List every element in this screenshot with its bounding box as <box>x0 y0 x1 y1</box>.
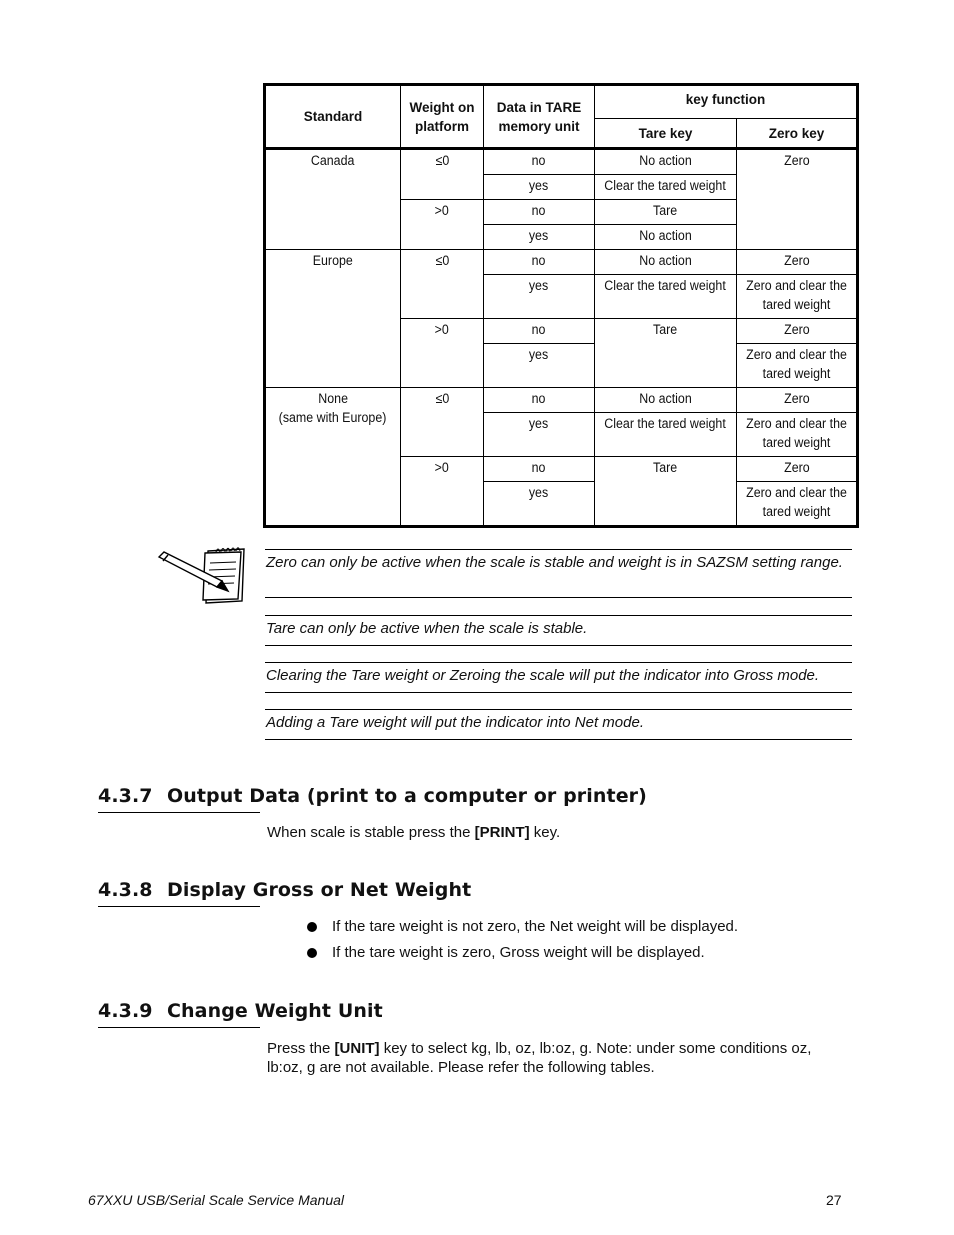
key-function-table <box>263 83 859 528</box>
section-underline <box>98 812 260 813</box>
zero-key-cell: Zero and clear the tared weight <box>737 344 858 388</box>
bullet-icon <box>307 922 317 932</box>
weight-cell: ≤0 <box>401 250 484 319</box>
section-heading-4-3-9 <box>98 1000 383 1022</box>
table-row <box>265 149 858 175</box>
bullet-icon <box>307 948 317 958</box>
memory-cell: yes <box>484 225 595 250</box>
tare-key-cell: Clear the tared weight <box>595 175 737 200</box>
list-item: If the tare weight is zero, Gross weight will be displayed. <box>306 943 738 969</box>
list-item: If the tare weight is not zero, the Net weight will be displayed. <box>306 917 738 943</box>
memory-cell: yes <box>484 413 595 457</box>
memory-cell: yes <box>484 344 595 388</box>
header-tare-key: Tare key <box>595 119 737 149</box>
table-row <box>265 388 858 413</box>
section-number: 4.3.7 <box>98 785 153 807</box>
zero-key-cell: Zero and clear the tared weight <box>737 413 858 457</box>
footer-manual-title: 67XXU USB/Serial Scale Service Manual <box>88 1192 345 1208</box>
header-standard: Standard <box>265 85 401 149</box>
section-underline <box>98 1027 260 1028</box>
section-number: 4.3.9 <box>98 1000 153 1022</box>
memory-cell: yes <box>484 275 595 319</box>
note-zero: Zero can only be active when the scale is stable and weight is in SAZSM setting range. <box>265 549 852 598</box>
zero-key-cell: Zero and clear the tared weight <box>737 275 858 319</box>
standard-none: None (same with Europe) <box>265 388 401 527</box>
zero-key-cell: Zero <box>737 250 858 275</box>
tare-key-cell: No action <box>595 225 737 250</box>
memory-cell: yes <box>484 175 595 200</box>
memory-cell: no <box>484 388 595 413</box>
section-underline <box>98 906 260 907</box>
weight-cell: ≤0 <box>401 388 484 457</box>
weight-cell: >0 <box>401 457 484 527</box>
section-heading-4-3-7 <box>98 785 647 807</box>
header-zero-key: Zero key <box>737 119 858 149</box>
table-row <box>265 250 858 275</box>
print-key-label: [PRINT] <box>474 824 530 841</box>
header-tare-memory: Data in TARE memory unit <box>484 85 595 149</box>
section-4-3-9-text: Press the [UNIT] key to select kg, lb, oz, lb:oz, g. Note: under some conditions oz, lb:oz, g are not available. Please refer the following tables. <box>267 1040 812 1076</box>
tare-key-cell: Tare <box>595 319 737 388</box>
note-tare: Tare can only be active when the scale is stable. <box>265 615 852 646</box>
memory-cell: no <box>484 457 595 482</box>
memory-cell: yes <box>484 482 595 527</box>
tare-key-cell: Tare <box>595 457 737 527</box>
zero-key-cell: Zero <box>737 319 858 344</box>
header-weight-on-platform: Weight on platform <box>401 85 484 149</box>
unit-key-label: [UNIT] <box>334 1040 380 1057</box>
bullet-list <box>306 917 738 969</box>
zero-key-cell: Zero <box>737 457 858 482</box>
section-heading-4-3-8 <box>98 879 471 901</box>
section-title: Output Data (print to a computer or printer) <box>167 785 647 807</box>
memory-cell: no <box>484 149 595 175</box>
section-title: Display Gross or Net Weight <box>167 879 472 901</box>
memory-cell: no <box>484 250 595 275</box>
weight-cell: ≤0 <box>401 149 484 200</box>
note-adding: Adding a Tare weight will put the indicator into Net mode. <box>265 709 852 740</box>
tare-key-cell: No action <box>595 149 737 175</box>
zero-key-cell: Zero <box>737 388 858 413</box>
notepad-pencil-icon <box>156 543 248 605</box>
section-number: 4.3.8 <box>98 879 153 901</box>
note-clearing: Clearing the Tare weight or Zeroing the scale will put the indicator into Gross mode. <box>265 662 852 693</box>
standard-canada: Canada <box>265 149 401 250</box>
tare-key-cell: No action <box>595 388 737 413</box>
tare-key-cell: Clear the tared weight <box>595 413 737 457</box>
memory-cell: no <box>484 319 595 344</box>
zero-key-cell: Zero and clear the tared weight <box>737 482 858 527</box>
header-key-function: key function <box>595 85 858 119</box>
tare-key-cell: Tare <box>595 200 737 225</box>
tare-key-cell: Clear the tared weight <box>595 275 737 319</box>
zero-key-cell: Zero <box>737 149 858 250</box>
section-4-3-7-text: When scale is stable press the [PRINT] key. <box>267 824 561 841</box>
section-title: Change Weight Unit <box>167 1000 383 1022</box>
weight-cell: >0 <box>401 200 484 250</box>
tare-key-cell: No action <box>595 250 737 275</box>
standard-europe: Europe <box>265 250 401 388</box>
weight-cell: >0 <box>401 319 484 388</box>
memory-cell: no <box>484 200 595 225</box>
footer-page-number: 27 <box>826 1192 842 1208</box>
